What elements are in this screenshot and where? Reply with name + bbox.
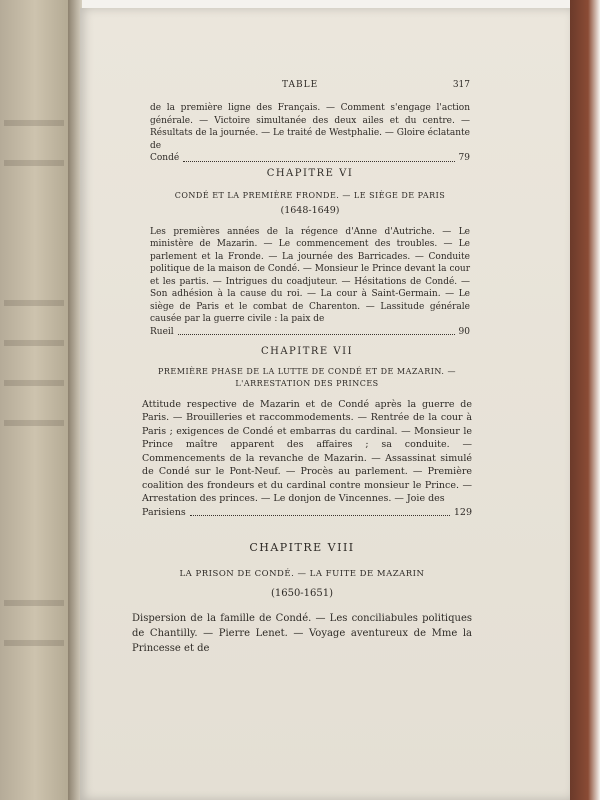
leader-line: [150, 326, 470, 339]
chapter-8: [132, 540, 472, 656]
chapter-subtitle: LA PRISON DE CONDÉ. — LA FUITE DE MAZARIN: [179, 569, 425, 579]
chapter-subtitle: CONDÉ ET LA PREMIÈRE FRONDE. — LE SIÈGE DE PARIS: [174, 190, 446, 200]
entry-text: Les premières années de la régence d'Anne d'Autriche. — Le ministère de Mazarin. — Le commencement des troubles. — Le parlement et la Fronde. — La journée des Barricades. — Conduite politique de la maison de Condé. — Monsieur le Prince devant la cour et les partis. — Intrigues du coadjuteur. — Hésitations de Condé. — Son adhésion à la cause du roi. — La cour à Saint-Germain. — Le siège de Paris et le combat de Charenton. — Lassitude générale causée par la guerre civile : la paix de: [150, 226, 470, 324]
chapter-heading: CHAPITRE VI: [266, 168, 354, 179]
chapter-heading: CHAPITRE VII: [260, 346, 354, 357]
chapter-7: [142, 345, 472, 519]
page-number: 317: [452, 80, 470, 90]
entry-text: Dispersion de la famille de Condé. — Les conciliabules politiques de Chantilly. — Pierre Lenet. — Voyage aventureux de Mme la Princesse et de: [132, 613, 472, 654]
entry-page: 129: [453, 506, 472, 518]
dot-leader: [178, 334, 455, 335]
entry-page: 90: [458, 326, 470, 337]
book-cover-edge: [570, 0, 600, 800]
entry-text: de la première ligne des Français. — Comment s'engage l'action générale. — Victoire simultanée des deux ailes et du centre. — Résultats de la journée. — Le traité de Westphalie. — Gloire éclatante de: [150, 103, 470, 151]
entry-page: 79: [458, 153, 470, 163]
chapter-subtitle: PREMIÈRE PHASE DE LA LUTTE DE CONDÉ ET DE MAZARIN. — L'ARRESTATION DES PRINCES: [158, 366, 456, 388]
chapter-6: [150, 168, 470, 338]
entry-last-word: Rueil: [150, 326, 174, 337]
entry-last-word: Condé: [150, 153, 180, 163]
continuation-entry: [150, 102, 470, 165]
chapter-dates: (1648-1649): [280, 205, 340, 216]
entry-last-word: Parisiens: [142, 506, 186, 518]
dot-leader: [190, 515, 450, 516]
leader-line: [150, 152, 470, 165]
leader-line: [142, 506, 472, 520]
chapter-dates: (1650-1651): [270, 588, 334, 599]
dot-leader: [183, 161, 454, 162]
chapter-heading: CHAPITRE VIII: [249, 541, 355, 554]
previous-page-edge: [0, 0, 70, 800]
running-head: [150, 80, 470, 94]
entry-text: Attitude respective de Mazarin et de Condé après la guerre de Paris. — Brouilleries et raccommodements. — Rentrée de la cour à Paris ; exigences de Condé et embarras du cardinal. — Monsieur le Prince maître apparent des affaires ; sa conduite. — Commencements de la revanche de Mazarin. — Assassinat simulé de Condé sur le Pont-Neuf. — Procès au parlement. — Première coalition des frondeurs et du cardinal contre monsieur le Prince. — Arrestation des princes. — Le donjon de Vincennes. — Joie des: [142, 398, 472, 504]
running-head-title: TABLE: [282, 80, 319, 90]
